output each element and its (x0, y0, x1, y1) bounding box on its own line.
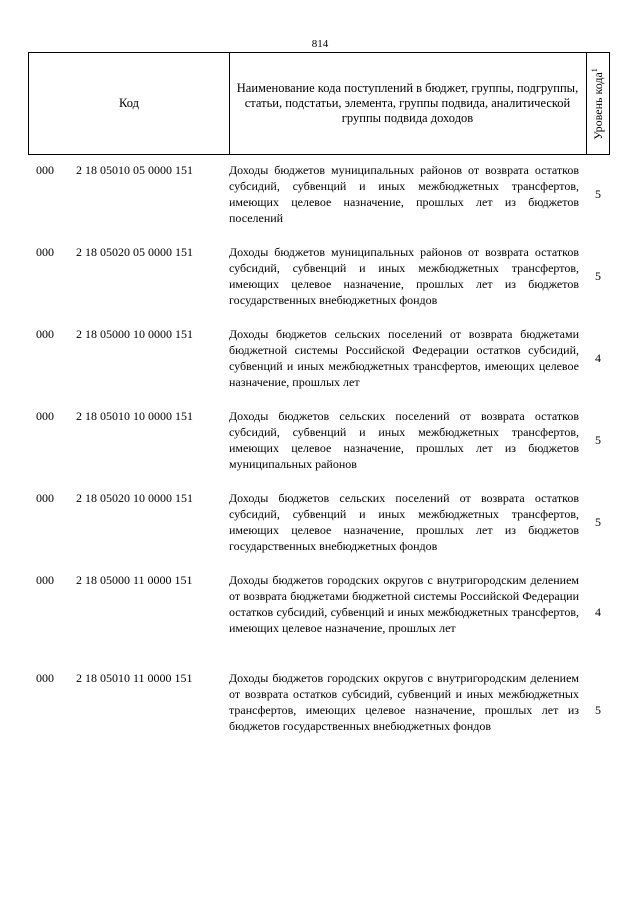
row-level: 5 (595, 515, 601, 529)
row-code: 2 18 05000 11 0000 151 (76, 573, 193, 587)
row-level: 4 (595, 605, 601, 619)
row-prefix: 000 (36, 573, 54, 587)
row-name: Доходы бюджетов городских округов с внутригородским делением от возврата бюджетами бюджетной системы Российской Федерации остатков субсидий, субвенций и иных межбюджетных трансфертов, имеющих целевое назначение, прошлых лет (229, 573, 579, 635)
row-level: 5 (595, 187, 601, 201)
row-prefix: 000 (36, 163, 54, 177)
row-name: Доходы бюджетов городских округов с внутригородским делением от возврата остатков субсидий, субвенций и иных межбюджетных трансфертов, имеющих целевое назначение, прошлых лет из бюджетов государственных внебюджетных фондов (229, 671, 579, 733)
header-level-footnote: 1 (590, 67, 599, 72)
row-name: Доходы бюджетов муниципальных районов от возврата остатков субсидий, субвенций и иных межбюджетных трансфертов, имеющих целевое назначение, прошлых лет из бюджетов поселений (229, 163, 579, 225)
row-level: 5 (595, 703, 601, 717)
row-prefix: 000 (36, 491, 54, 505)
table-header (28, 52, 610, 155)
row-name: Доходы бюджетов сельских поселений от возврата остатков субсидий, субвенций и иных межбюджетных трансфертов, имеющих целевое назначение, прошлых лет из бюджетов муниципальных районов (229, 409, 579, 471)
row-prefix: 000 (36, 671, 54, 685)
row-prefix: 000 (36, 409, 54, 423)
row-level: 4 (595, 351, 601, 365)
header-code-column: Код (29, 53, 230, 154)
header-name-column: Наименование кода поступлений в бюджет, группы, подгруппы, статьи, подстатьи, элемента, группы подвида, аналитической группы подвида доходов (229, 53, 587, 154)
row-code: 2 18 05010 10 0000 151 (76, 409, 193, 423)
row-level: 5 (595, 269, 601, 283)
row-code: 2 18 05020 10 0000 151 (76, 491, 193, 505)
page-number: 814 (311, 38, 329, 50)
row-name: Доходы бюджетов сельских поселений от возврата остатков субсидий, субвенций и иных межбюджетных трансфертов, имеющих целевое назначение, прошлых лет из бюджетов государственных внебюджетных фондов (229, 491, 579, 553)
row-code: 2 18 05020 05 0000 151 (76, 245, 193, 259)
row-level: 5 (595, 433, 601, 447)
header-level-label (590, 68, 606, 140)
row-name: Доходы бюджетов муниципальных районов от возврата остатков субсидий, субвенций и иных межбюджетных трансфертов, имеющих целевое назначение, прошлых лет из бюджетов государственных внебюджетных фондов (229, 245, 579, 307)
row-prefix: 000 (36, 245, 54, 259)
row-code: 2 18 05000 10 0000 151 (76, 327, 193, 341)
header-level-text: Уровень кода (591, 71, 605, 140)
row-code: 2 18 05010 11 0000 151 (76, 671, 193, 685)
row-prefix: 000 (36, 327, 54, 341)
row-code: 2 18 05010 05 0000 151 (76, 163, 193, 177)
row-name: Доходы бюджетов сельских поселений от возврата бюджетами бюджетной системы Российской Федерации остатков субсидий, субвенций и иных межбюджетных трансфертов, имеющих целевое назначение, прошлых лет (229, 327, 579, 389)
header-level-column (587, 53, 609, 154)
